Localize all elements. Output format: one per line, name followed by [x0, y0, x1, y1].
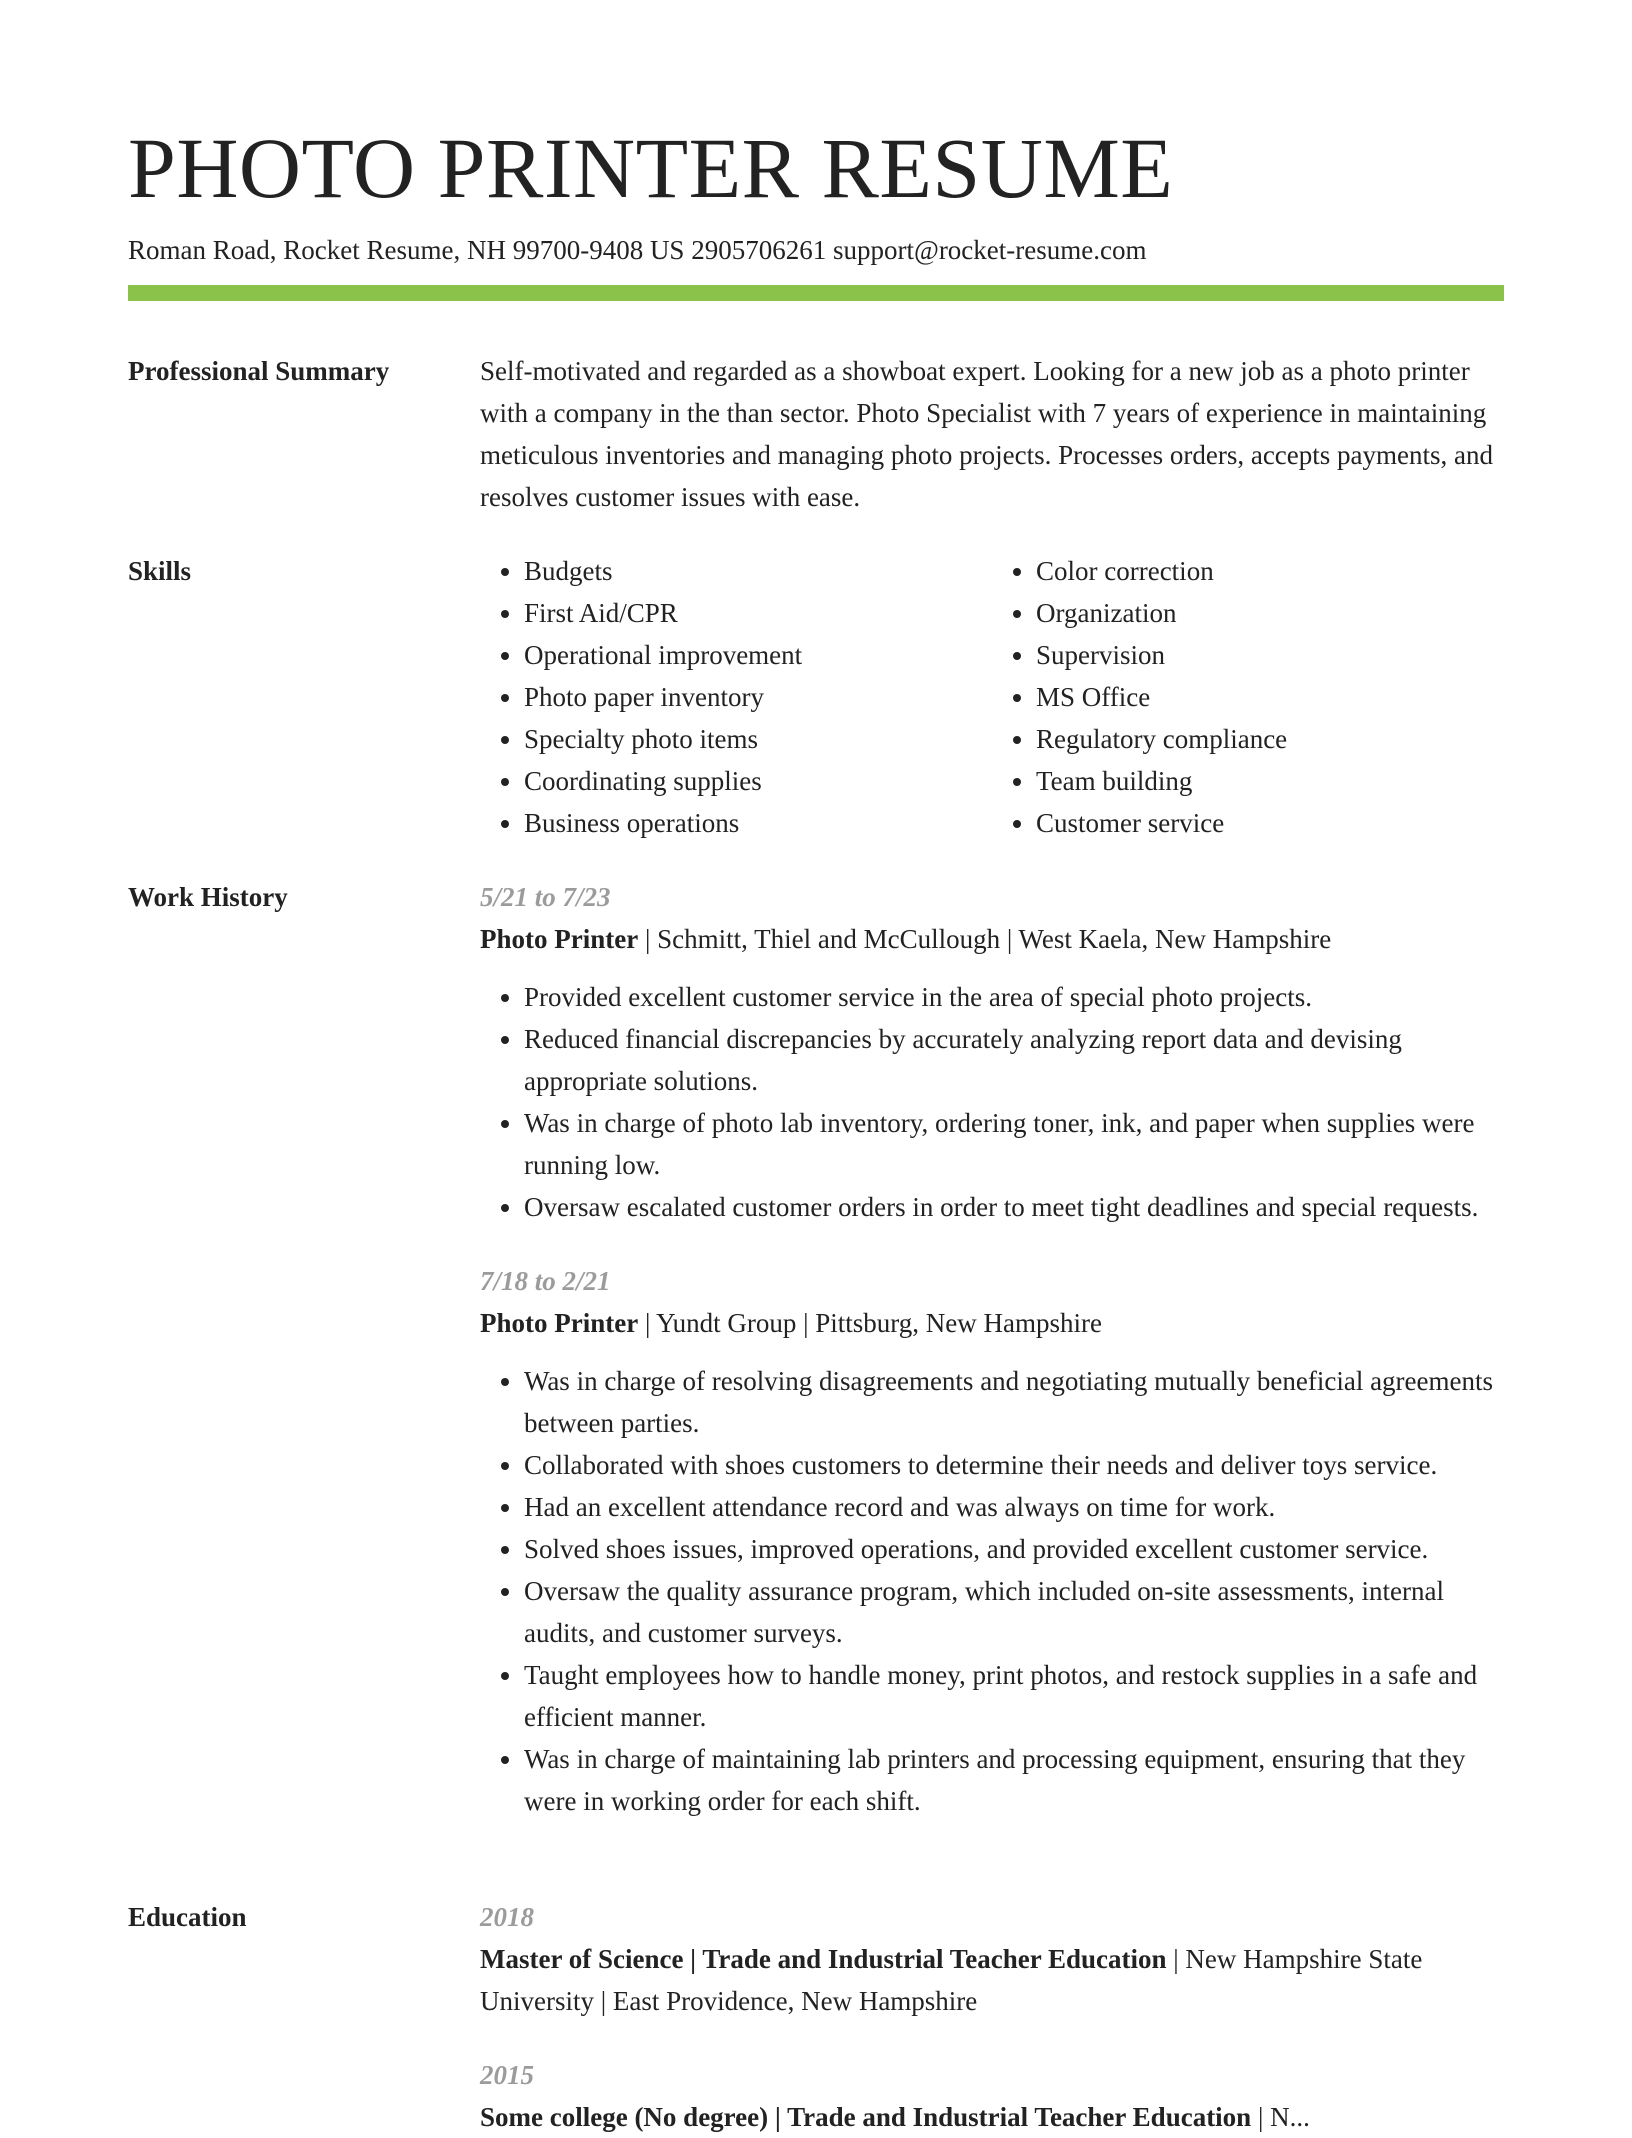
skill-item: • First Aid/CPR — [524, 592, 992, 634]
job-entry — [480, 876, 1504, 1228]
resume-title: PHOTO PRINTER RESUME — [128, 120, 1174, 216]
skill-item: • Budgets — [524, 550, 992, 592]
contact-line: Roman Road, Rocket Resume, NH 99700-9408 US 2905706261 support@rocket-resume.com — [128, 235, 1147, 265]
education-year: 2018 — [480, 1902, 534, 1932]
section-label-work-history: Work History — [128, 882, 288, 912]
education-school-location: | N... — [1251, 2102, 1310, 2132]
education-entry — [480, 1896, 1504, 2022]
job-bullet: • Solved shoes issues, improved operations, and provided excellent customer service. — [524, 1528, 1504, 1570]
job-bullet: • Was in charge of resolving disagreements and negotiating mutually beneficial agreements between parties. — [524, 1360, 1504, 1444]
education-heading — [480, 2096, 1504, 2138]
section-label-skills: Skills — [128, 556, 192, 586]
job-bullet: • Taught employees how to handle money, print photos, and restock supplies in a safe and efficient manner. — [524, 1654, 1504, 1738]
education-entry — [480, 2054, 1504, 2138]
job-dates: 7/18 to 2/21 — [480, 1266, 611, 1296]
education-heading — [480, 1938, 1504, 2022]
summary-content — [480, 350, 1504, 518]
skill-item: • Color correction — [1036, 550, 1504, 592]
job-bullet: • Provided excellent customer service in the area of special photo projects. — [524, 976, 1504, 1018]
skill-item: • Supervision — [1036, 634, 1504, 676]
job-bullets — [480, 976, 1504, 1228]
education-content — [480, 1896, 1504, 2138]
skill-item: • Business operations — [524, 802, 992, 844]
job-bullets — [480, 1360, 1504, 1822]
job-dates: 5/21 to 7/23 — [480, 882, 611, 912]
job-employer-location: | Yundt Group | Pittsburg, New Hampshire — [638, 1308, 1102, 1338]
education-degree: Some college (No degree) | Trade and Industrial Teacher Education — [480, 2102, 1252, 2132]
job-bullet: • Oversaw escalated customer orders in order to meet tight deadlines and special requests. — [524, 1186, 1504, 1228]
skill-item: • Photo paper inventory — [524, 676, 992, 718]
job-bullet: • Collaborated with shoes customers to determine their needs and deliver toys service. — [524, 1444, 1504, 1486]
job-bullet: • Oversaw the quality assurance program, which included on-site assessments, internal audits, and customer surveys. — [524, 1570, 1504, 1654]
header-accent-rule — [128, 285, 1504, 301]
education-school-location: | New Hampshire State University | East Providence, New Hampshire — [480, 1944, 1423, 2016]
job-bullet: • Was in charge of maintaining lab printers and processing equipment, ensuring that they were in working order for each shift. — [524, 1738, 1504, 1822]
job-bullet: • Was in charge of photo lab inventory, ordering toner, ink, and paper when supplies were running low. — [524, 1102, 1504, 1186]
job-heading — [480, 1302, 1504, 1344]
section-label-summary: Professional Summary — [128, 356, 390, 386]
skills-content — [480, 550, 1504, 844]
skill-item: • Organization — [1036, 592, 1504, 634]
job-title: Photo Printer — [480, 924, 639, 954]
skill-item: • Coordinating supplies — [524, 760, 992, 802]
work-history-content — [480, 876, 1504, 1822]
job-employer-location: | Schmitt, Thiel and McCullough | West Kaela, New Hampshire — [638, 924, 1332, 954]
education-year: 2015 — [480, 2060, 534, 2090]
section-label-education: Education — [128, 1902, 247, 1932]
summary-text: Self-motivated and regarded as a showboat expert. Looking for a new job as a photo printer with a company in the than sector. Photo Specialist with 7 years of experience in maintaining meticulous inventories and managing photo projects. Processes orders, accepts payments, and resolves customer issues with ease. — [480, 356, 1493, 512]
skill-item: • Team building — [1036, 760, 1504, 802]
skill-item: • Specialty photo items — [524, 718, 992, 760]
job-bullet: • Had an excellent attendance record and was always on time for work. — [524, 1486, 1504, 1528]
job-entry — [480, 1260, 1504, 1822]
job-title: Photo Printer — [480, 1308, 639, 1338]
skills-column-right — [992, 550, 1504, 844]
skill-item: • Operational improvement — [524, 634, 992, 676]
education-degree: Master of Science | Trade and Industrial Teacher Education — [480, 1944, 1167, 1974]
skill-item: • Customer service — [1036, 802, 1504, 844]
skill-item: • MS Office — [1036, 676, 1504, 718]
job-heading — [480, 918, 1504, 960]
skills-column-left — [480, 550, 992, 844]
skill-item: • Regulatory compliance — [1036, 718, 1504, 760]
job-bullet: • Reduced financial discrepancies by accurately analyzing report data and devising appropriate solutions. — [524, 1018, 1504, 1102]
